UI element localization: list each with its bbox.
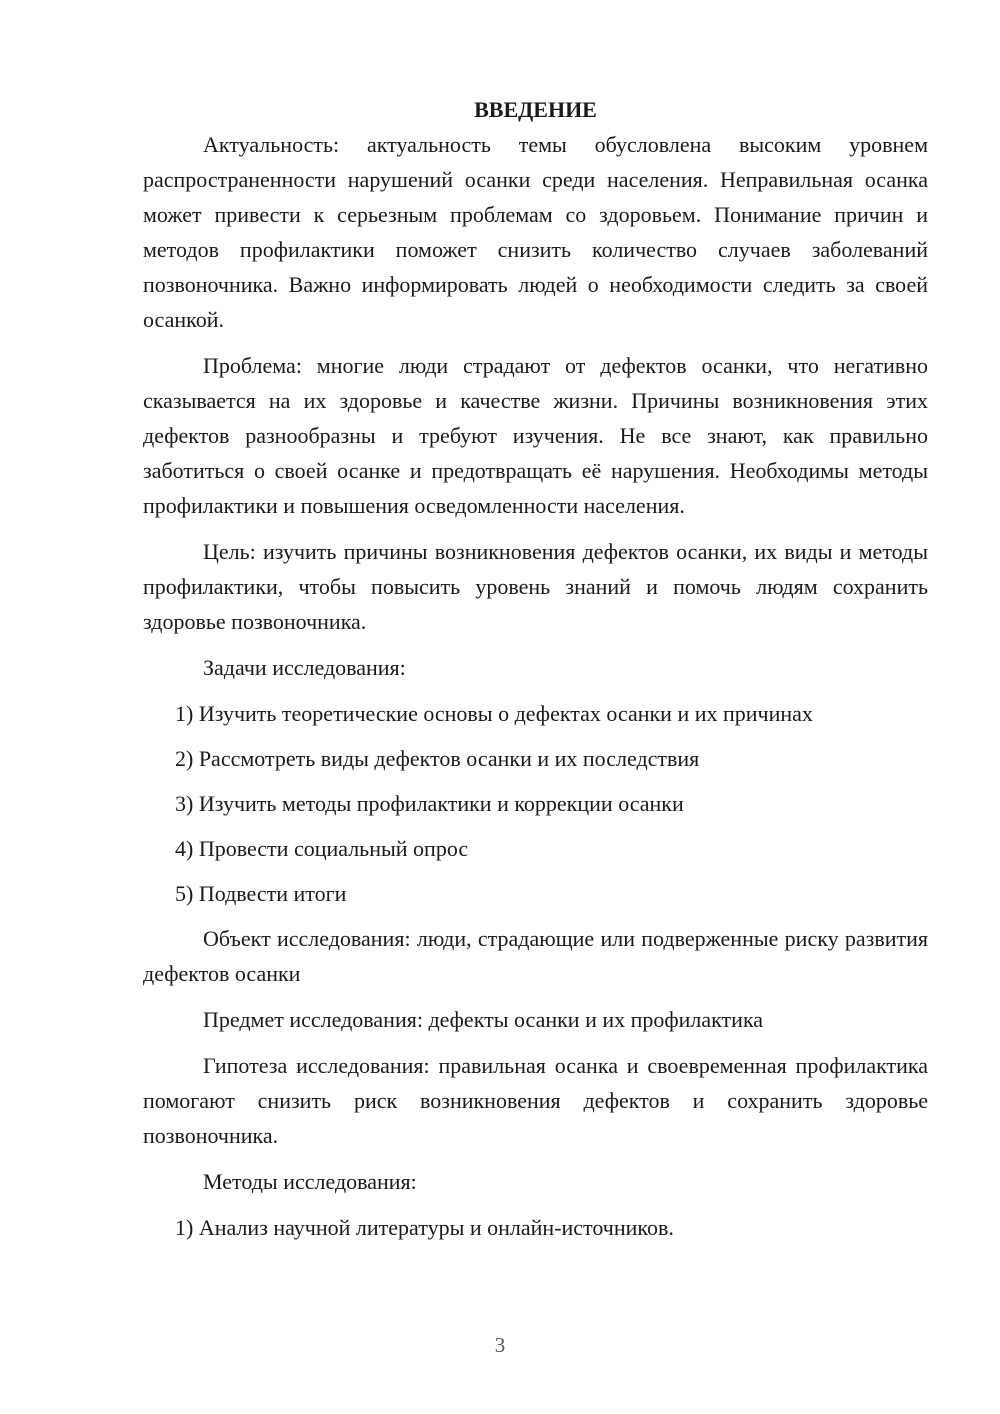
method-item: 1) Анализ научной литературы и онлайн-источников. bbox=[175, 1215, 674, 1240]
page-number: 3 bbox=[494, 1333, 506, 1357]
task-item: 1) Изучить теоретические основы о дефектах осанки и их причинах bbox=[175, 701, 813, 726]
tasks-heading: Задачи исследования: bbox=[203, 655, 406, 680]
task-item: 3) Изучить методы профилактики и коррекции осанки bbox=[175, 791, 684, 816]
tasks-list bbox=[143, 696, 928, 911]
task-item: 5) Подвести итоги bbox=[175, 881, 347, 906]
problem-paragraph: Проблема: многие люди страдают от дефектов осанки, что негативно сказывается на их здоровье и качестве жизни. Причины возникновения этих дефектов разнообразны и требуют изучения. Не все знают, как правильно заботиться о своей осанке и предотвращать её нарушения. Необходимы методы профилактики и повышения осведомленности населения. bbox=[143, 353, 928, 518]
page-title: ВВЕДЕНИЕ bbox=[474, 97, 597, 122]
hypothesis-paragraph: Гипотеза исследования: правильная осанка и своевременная профилактика помогают снизить риск возникновения дефектов и сохранить здоровье позвоночника. bbox=[143, 1053, 928, 1148]
methods-heading: Методы исследования: bbox=[203, 1169, 417, 1194]
subject-paragraph: Предмет исследования: дефекты осанки и их профилактика bbox=[203, 1007, 764, 1032]
task-item: 4) Провести социальный опрос bbox=[175, 836, 469, 861]
task-item: 2) Рассмотреть виды дефектов осанки и их последствия bbox=[175, 746, 700, 771]
relevance-paragraph: Актуальность: актуальность темы обусловлена высоким уровнем распространенности нарушений осанки среди населения. Неправильная осанка может привести к серьезным проблемам со здоровьем. Понимание причин и методов профилактики поможет снизить количество случаев заболеваний позвоночника. Важно информировать людей о необходимости следить за своей осанкой. bbox=[143, 132, 928, 332]
document-page bbox=[143, 92, 928, 1255]
methods-list bbox=[143, 1210, 928, 1245]
object-paragraph: Объект исследования: люди, страдающие или подверженные риску развития дефектов осанки bbox=[143, 926, 928, 986]
goal-paragraph: Цель: изучить причины возникновения дефектов осанки, их виды и методы профилактики, чтобы повысить уровень знаний и помочь людям сохранить здоровье позвоночника. bbox=[143, 539, 928, 634]
